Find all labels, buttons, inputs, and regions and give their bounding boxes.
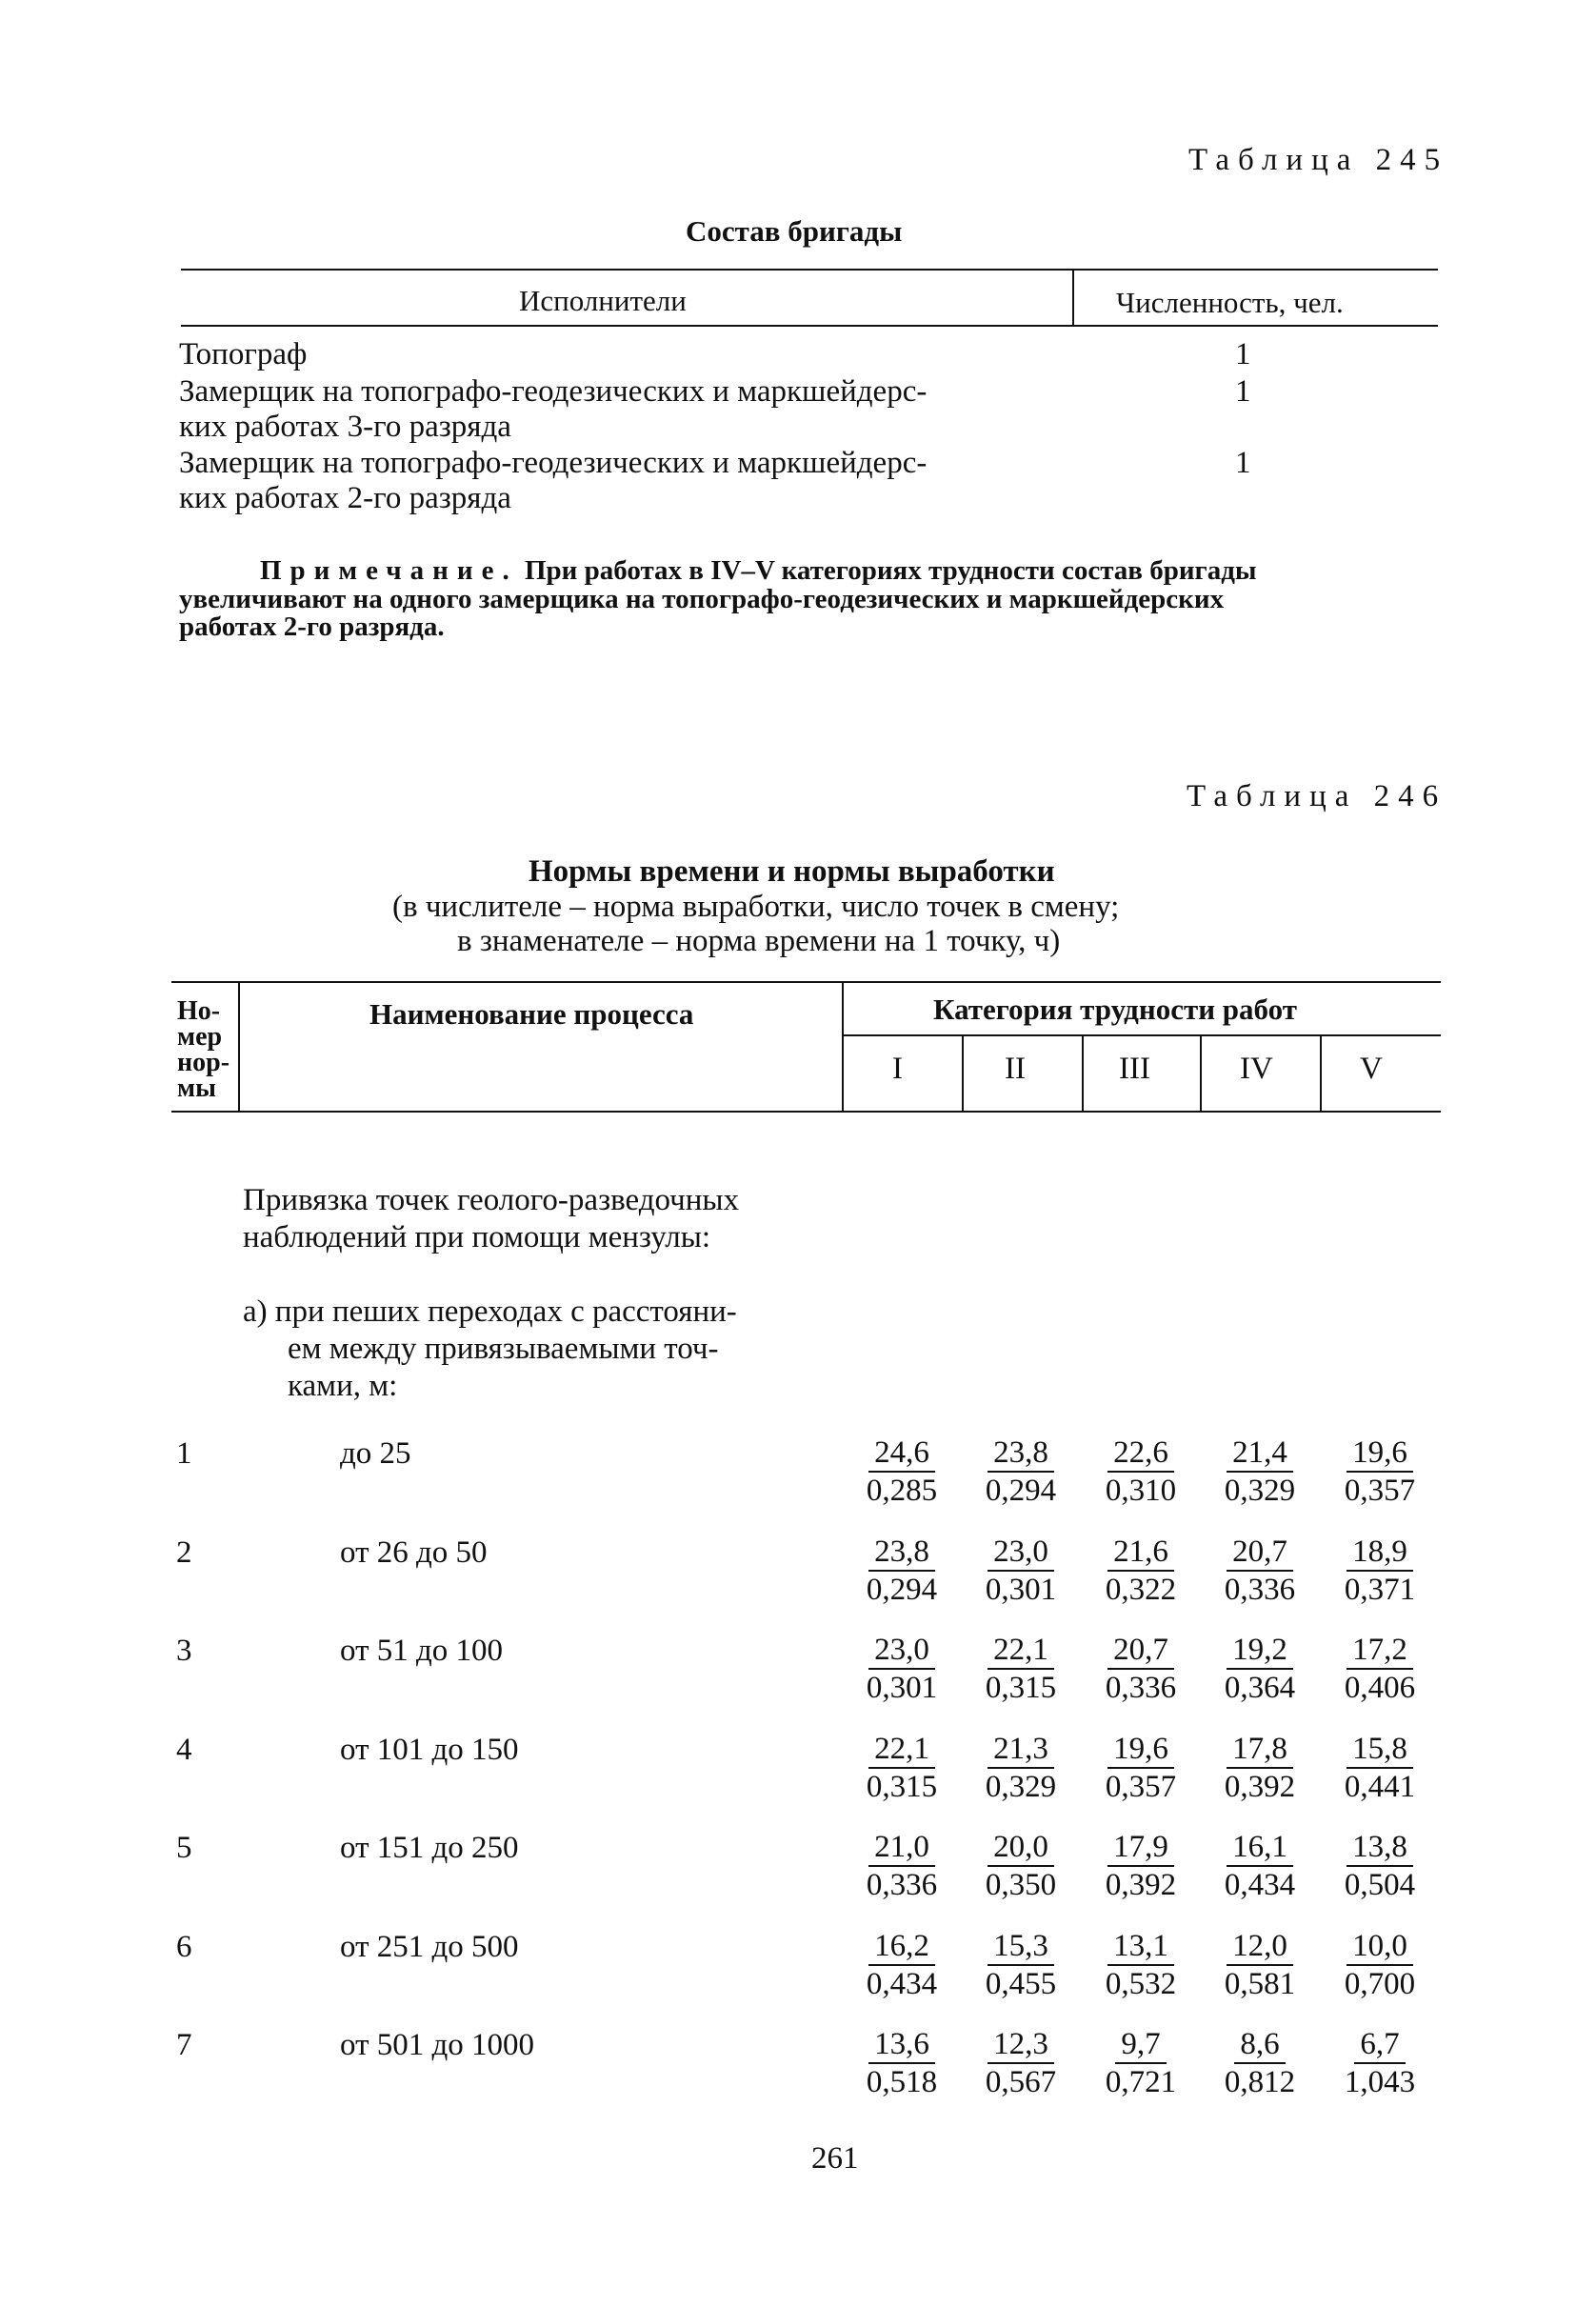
note-line-3: работах 2-го разряда. xyxy=(179,612,445,642)
norm-output-value: 15,8 xyxy=(1347,1731,1413,1769)
row-number: 7 xyxy=(176,2028,192,2062)
norm-time-value: 0,504 xyxy=(1344,1868,1416,1902)
performer-name: Замерщик на топографо-геодезических и маркшейдерс- xyxy=(179,374,928,409)
row-process-name: от 251 до 500 xyxy=(340,1930,519,1964)
page-number: 261 xyxy=(811,2141,859,2176)
table-246-subtitle-1: (в числителе – норма выработки, число точек в смену; xyxy=(392,890,1120,924)
norm-time-value: 0,357 xyxy=(1105,1770,1177,1804)
norm-time-value: 0,434 xyxy=(1224,1868,1296,1902)
norm-output-value: 24,6 xyxy=(868,1434,935,1473)
norm-output-value: 6,7 xyxy=(1354,2026,1405,2064)
performer-name-cont: ких работах 2-го разряда xyxy=(179,481,511,515)
norm-fraction xyxy=(854,1829,949,1903)
norm-output-value: 21,0 xyxy=(868,1829,935,1867)
norm-output-value: 13,6 xyxy=(868,2026,935,2064)
table-245-label: Таблица 245 xyxy=(1188,143,1449,177)
row-process-name: от 51 до 100 xyxy=(340,1634,504,1668)
norm-fraction xyxy=(1093,1632,1188,1706)
norm-output-value: 17,8 xyxy=(1227,1731,1293,1769)
norm-output-value: 9,7 xyxy=(1115,2026,1166,2064)
row-number: 1 xyxy=(176,1436,192,1471)
norm-time-value: 0,322 xyxy=(1105,1573,1177,1607)
table-246-title: Нормы времени и нормы выработки xyxy=(529,854,1055,889)
table-246-header-norm: Но- мер нор- мы xyxy=(177,996,230,1103)
norm-output-value: 13,1 xyxy=(1107,1928,1174,1966)
performer-name: Замерщик на топографо-геодезических и маркшейдерс- xyxy=(179,446,928,480)
norm-time-value: 0,357 xyxy=(1344,1474,1416,1508)
norm-fraction xyxy=(1093,1534,1188,1608)
norm-output-value: 23,0 xyxy=(988,1534,1054,1572)
table-245-top-rule xyxy=(181,269,1438,271)
row-number: 4 xyxy=(176,1733,192,1767)
norm-time-value: 0,567 xyxy=(985,2065,1057,2099)
table-246-col-divider-6 xyxy=(1320,1036,1322,1111)
norm-time-value: 0,294 xyxy=(866,1573,938,1607)
subsection-a-1: а) при пеших переходах с расстояни- xyxy=(243,1294,737,1329)
norm-output-value: 12,3 xyxy=(988,2026,1054,2064)
norm-time-value: 1,043 xyxy=(1344,2065,1416,2099)
norm-fraction xyxy=(854,1928,949,2002)
norm-time-value: 0,700 xyxy=(1344,1967,1416,2001)
norm-output-value: 18,9 xyxy=(1347,1534,1413,1572)
norm-fraction xyxy=(1093,1928,1188,2002)
norm-time-value: 0,336 xyxy=(1105,1671,1177,1705)
table-246-header-category: Категория трудности работ xyxy=(933,993,1297,1026)
norm-time-value: 0,329 xyxy=(1224,1474,1296,1508)
norm-fraction xyxy=(1093,1434,1188,1509)
norm-fraction xyxy=(1212,1731,1307,1805)
norm-output-value: 21,6 xyxy=(1107,1534,1174,1572)
norm-output-value: 15,3 xyxy=(988,1928,1054,1966)
norm-output-value: 21,4 xyxy=(1227,1434,1293,1473)
norm-fraction xyxy=(1332,2026,1427,2100)
norm-fraction xyxy=(1332,1534,1427,1608)
norm-time-value: 0,336 xyxy=(1224,1573,1296,1607)
norm-time-value: 0,441 xyxy=(1344,1770,1416,1804)
row-number: 3 xyxy=(176,1634,192,1668)
norm-output-value: 23,8 xyxy=(868,1534,935,1572)
row-process-name: от 151 до 250 xyxy=(340,1831,519,1865)
table-246-subtitle-2: в знаменателе – норма времени на 1 точку, ч) xyxy=(457,924,1061,958)
norm-fraction xyxy=(1212,1829,1307,1903)
table-246-top-rule xyxy=(171,981,1441,983)
norm-output-value: 19,2 xyxy=(1227,1632,1293,1670)
norm-fraction xyxy=(1093,1731,1188,1805)
table-246-category-rule xyxy=(842,1034,1441,1036)
norm-output-value: 8,6 xyxy=(1234,2026,1285,2064)
norm-output-value: 22,1 xyxy=(988,1632,1054,1670)
note-label: Примечание. xyxy=(260,555,518,586)
subsection-a-3: ками, м: xyxy=(288,1369,398,1403)
norm-time-value: 0,455 xyxy=(985,1967,1057,2001)
norm-fraction xyxy=(1332,1928,1427,2002)
norm-time-value: 0,812 xyxy=(1224,2065,1296,2099)
norm-fraction xyxy=(973,2026,1068,2100)
performer-count: 1 xyxy=(1235,337,1251,371)
section-title-2: наблюдений при помощи мензулы: xyxy=(243,1220,711,1254)
norm-output-value: 16,2 xyxy=(868,1928,935,1966)
norm-output-value: 22,6 xyxy=(1107,1434,1174,1473)
norm-fraction xyxy=(1212,1632,1307,1706)
row-process-name: от 101 до 150 xyxy=(340,1733,519,1767)
norm-fraction xyxy=(1093,1829,1188,1903)
norm-time-value: 0,371 xyxy=(1344,1573,1416,1607)
performer-count: 1 xyxy=(1235,374,1251,409)
norm-time-value: 0,329 xyxy=(985,1770,1057,1804)
norm-time-value: 0,392 xyxy=(1105,1868,1177,1902)
category-header-ii: II xyxy=(1005,1052,1026,1086)
performer-count: 1 xyxy=(1235,446,1251,480)
norm-output-value: 19,6 xyxy=(1347,1434,1413,1473)
norm-output-value: 22,1 xyxy=(868,1731,935,1769)
category-header-iii: III xyxy=(1119,1052,1150,1086)
norm-output-value: 16,1 xyxy=(1227,1829,1293,1867)
table-245-header-performers: Исполнители xyxy=(519,284,687,317)
norm-time-value: 0,392 xyxy=(1224,1770,1296,1804)
category-header-iv: IV xyxy=(1240,1052,1273,1086)
norm-fraction xyxy=(1093,2026,1188,2100)
norm-output-value: 17,9 xyxy=(1107,1829,1174,1867)
norm-output-value: 17,2 xyxy=(1347,1632,1413,1670)
norm-fraction xyxy=(1332,1434,1427,1509)
category-header-i: I xyxy=(892,1052,903,1086)
norm-fraction xyxy=(1212,1928,1307,2002)
norm-time-value: 0,301 xyxy=(985,1573,1057,1607)
norm-fraction xyxy=(854,1731,949,1805)
norm-output-value: 13,8 xyxy=(1347,1829,1413,1867)
norm-fraction xyxy=(1212,1534,1307,1608)
table-246-label: Таблица 246 xyxy=(1187,779,1447,813)
norm-fraction xyxy=(973,1632,1068,1706)
norm-output-value: 19,6 xyxy=(1107,1731,1174,1769)
row-process-name: от 501 до 1000 xyxy=(340,2028,535,2062)
norm-fraction xyxy=(973,1928,1068,2002)
norm-time-value: 0,294 xyxy=(985,1474,1057,1508)
table-245-header-count: Численность, чел. xyxy=(1116,286,1344,319)
norm-output-value: 21,3 xyxy=(988,1731,1054,1769)
norm-output-value: 20,7 xyxy=(1227,1534,1293,1572)
subsection-a-2: ем между привязываемыми точ- xyxy=(288,1332,719,1366)
table-245-col-divider xyxy=(1072,271,1074,326)
norm-output-value: 23,8 xyxy=(988,1434,1054,1473)
norm-output-value: 20,7 xyxy=(1107,1632,1174,1670)
row-number: 2 xyxy=(176,1535,192,1570)
table-246-col-divider-3 xyxy=(962,1036,964,1111)
norm-fraction xyxy=(973,1829,1068,1903)
table-246-header-process: Наименование процесса xyxy=(369,997,694,1031)
norm-time-value: 0,532 xyxy=(1105,1967,1177,2001)
performer-name-cont: ких работах 3-го разряда xyxy=(179,410,511,444)
norm-time-value: 0,336 xyxy=(866,1868,938,1902)
norm-fraction xyxy=(1332,1829,1427,1903)
norm-time-value: 0,434 xyxy=(866,1967,938,2001)
table-246-col-divider-2 xyxy=(842,983,844,1111)
performer-name: Топограф xyxy=(179,337,308,371)
norm-time-value: 0,310 xyxy=(1105,1474,1177,1508)
norm-fraction xyxy=(973,1434,1068,1509)
norm-fraction xyxy=(854,1434,949,1509)
norm-time-value: 0,406 xyxy=(1344,1671,1416,1705)
norm-fraction xyxy=(1212,2026,1307,2100)
norm-fraction xyxy=(1332,1731,1427,1805)
norm-time-value: 0,364 xyxy=(1224,1671,1296,1705)
section-title-1: Привязка точек геолого-разведочных xyxy=(243,1183,740,1217)
note-line-2: увеличивают на одного замерщика на топографо-геодезических и маркшейдерских xyxy=(179,584,1225,614)
norm-fraction xyxy=(854,2026,949,2100)
norm-time-value: 0,581 xyxy=(1224,1967,1296,2001)
table-246-col-divider-4 xyxy=(1082,1036,1084,1111)
norm-fraction xyxy=(973,1731,1068,1805)
norm-output-value: 10,0 xyxy=(1347,1928,1413,1966)
norm-output-value: 23,0 xyxy=(868,1632,935,1670)
norm-time-value: 0,315 xyxy=(985,1671,1057,1705)
norm-time-value: 0,518 xyxy=(866,2065,938,2099)
table-245-header-rule xyxy=(181,325,1438,327)
table-246-col-divider-1 xyxy=(238,983,240,1111)
note-line-1: При работах в IV–V категориях трудности состав бригады xyxy=(524,555,1257,586)
norm-time-value: 0,285 xyxy=(866,1474,938,1508)
norm-output-value: 20,0 xyxy=(988,1829,1054,1867)
norm-fraction xyxy=(973,1534,1068,1608)
row-number: 6 xyxy=(176,1930,192,1964)
norm-fraction xyxy=(1332,1632,1427,1706)
row-process-name: до 25 xyxy=(340,1436,411,1471)
norm-time-value: 0,721 xyxy=(1105,2065,1177,2099)
category-header-v: V xyxy=(1360,1052,1383,1086)
norm-fraction xyxy=(854,1632,949,1706)
table-246-col-divider-5 xyxy=(1200,1036,1202,1111)
norm-fraction xyxy=(1212,1434,1307,1509)
row-number: 5 xyxy=(176,1831,192,1865)
norm-fraction xyxy=(854,1534,949,1608)
norm-output-value: 12,0 xyxy=(1227,1928,1293,1966)
norm-time-value: 0,301 xyxy=(866,1671,938,1705)
row-process-name: от 26 до 50 xyxy=(340,1535,488,1570)
norm-time-value: 0,315 xyxy=(866,1770,938,1804)
table-245-title: Состав бригады xyxy=(686,214,903,248)
norm-time-value: 0,350 xyxy=(985,1868,1057,1902)
table-246-header-rule xyxy=(171,1111,1441,1113)
